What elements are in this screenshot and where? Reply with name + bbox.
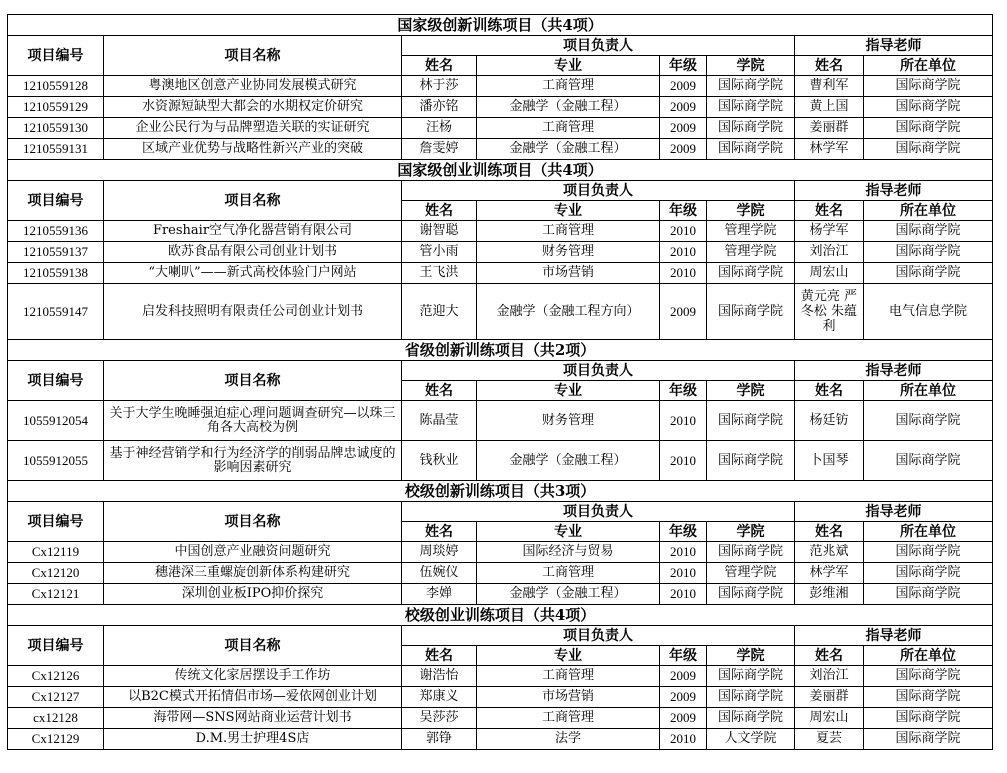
advisor-name: 杨廷钫 <box>795 401 864 441</box>
project-name: 企业公民行为与品牌塑造关联的实证研究 <box>104 118 402 139</box>
advisor-name: 黄上国 <box>795 97 864 118</box>
project-id: 1210559128 <box>8 76 104 97</box>
advisor-unit: 电气信息学院 <box>864 284 993 340</box>
leader-grade: 2010 <box>660 729 707 750</box>
leader-grade: 2009 <box>660 76 707 97</box>
advisor-name: 周宏山 <box>795 263 864 284</box>
table-row <box>8 76 993 97</box>
header-grade: 年级 <box>660 646 707 666</box>
leader-college: 管理学院 <box>707 221 795 242</box>
leader-name: 李婵 <box>402 584 477 605</box>
project-name: 关于大学生晚睡强迫症心理问题调查研究—以珠三角各大高校为例 <box>104 401 402 441</box>
advisor-unit: 国际商学院 <box>864 542 993 563</box>
leader-grade: 2010 <box>660 441 707 481</box>
advisor-unit: 国际商学院 <box>864 118 993 139</box>
project-id: Cx12121 <box>8 584 104 605</box>
advisor-name: 林学军 <box>795 139 864 160</box>
header-project-id: 项目编号 <box>8 626 104 666</box>
advisor-unit: 国际商学院 <box>864 563 993 584</box>
project-name: 海带网—SNS网站商业运营计划书 <box>104 708 402 729</box>
leader-college: 国际商学院 <box>707 666 795 687</box>
table-row <box>8 708 993 729</box>
table-row <box>8 139 993 160</box>
project-id: 1210559137 <box>8 242 104 263</box>
header-college: 学院 <box>707 381 795 401</box>
leader-major: 市场营销 <box>477 263 660 284</box>
advisor-unit: 国际商学院 <box>864 401 993 441</box>
leader-grade: 2010 <box>660 563 707 584</box>
leader-grade: 2009 <box>660 139 707 160</box>
advisor-name: 黄元亮 严冬松 朱蕴利 <box>795 284 864 340</box>
header-advisor: 指导老师 <box>795 361 993 381</box>
section-title-row <box>8 15 993 36</box>
advisor-name: 杨学军 <box>795 221 864 242</box>
section-title: 省级创新训练项目（共2项） <box>8 340 993 361</box>
leader-college: 国际商学院 <box>707 139 795 160</box>
leader-grade: 2009 <box>660 97 707 118</box>
advisor-name: 曹利军 <box>795 76 864 97</box>
header-advisor-name: 姓名 <box>795 646 864 666</box>
header-row <box>8 181 993 201</box>
leader-grade: 2010 <box>660 242 707 263</box>
project-name: 以B2C模式开拓情侣市场—爱依网创业计划 <box>104 687 402 708</box>
leader-college: 管理学院 <box>707 242 795 263</box>
leader-grade: 2009 <box>660 284 707 340</box>
leader-major: 市场营销 <box>477 687 660 708</box>
table-body <box>8 15 993 750</box>
section-title: 校级创业训练项目（共4项） <box>8 605 993 626</box>
advisor-unit: 国际商学院 <box>864 441 993 481</box>
project-id: 1210559129 <box>8 97 104 118</box>
leader-name: 谢智聪 <box>402 221 477 242</box>
header-advisor-name: 姓名 <box>795 522 864 542</box>
leader-major: 工商管理 <box>477 563 660 584</box>
leader-grade: 2010 <box>660 401 707 441</box>
leader-name: 管小雨 <box>402 242 477 263</box>
project-name: 区域产业优势与战略性新兴产业的突破 <box>104 139 402 160</box>
leader-name: 林于莎 <box>402 76 477 97</box>
header-grade: 年级 <box>660 201 707 221</box>
leader-grade: 2009 <box>660 708 707 729</box>
leader-major: 金融学（金融工程） <box>477 584 660 605</box>
advisor-name: 姜丽群 <box>795 118 864 139</box>
project-name: 水资源短缺型大都会的水期权定价研究 <box>104 97 402 118</box>
project-name: D.M.男士护理4S店 <box>104 729 402 750</box>
table-row <box>8 542 993 563</box>
leader-major: 财务管理 <box>477 242 660 263</box>
advisor-unit: 国际商学院 <box>864 729 993 750</box>
leader-name: 汪杨 <box>402 118 477 139</box>
leader-college: 国际商学院 <box>707 542 795 563</box>
section-title-row <box>8 340 993 361</box>
project-id: Cx12126 <box>8 666 104 687</box>
leader-college: 国际商学院 <box>707 118 795 139</box>
header-leader-name: 姓名 <box>402 381 477 401</box>
leader-college: 国际商学院 <box>707 284 795 340</box>
leader-major: 财务管理 <box>477 401 660 441</box>
leader-college: 人文学院 <box>707 729 795 750</box>
table-row <box>8 97 993 118</box>
advisor-unit: 国际商学院 <box>864 666 993 687</box>
leader-major: 金融学（金融工程方向） <box>477 284 660 340</box>
header-college: 学院 <box>707 522 795 542</box>
project-name: 穗港深三重螺旋创新体系构建研究 <box>104 563 402 584</box>
project-id: 1055912054 <box>8 401 104 441</box>
advisor-unit: 国际商学院 <box>864 221 993 242</box>
advisor-name: 刘治江 <box>795 242 864 263</box>
header-advisor: 指导老师 <box>795 626 993 646</box>
leader-grade: 2010 <box>660 584 707 605</box>
header-project-id: 项目编号 <box>8 502 104 542</box>
header-advisor: 指导老师 <box>795 502 993 522</box>
header-major: 专业 <box>477 381 660 401</box>
project-name: “大喇叭”——新式高校体验门户网站 <box>104 263 402 284</box>
leader-major: 法学 <box>477 729 660 750</box>
advisor-name: 范兆斌 <box>795 542 864 563</box>
header-row <box>8 626 993 646</box>
table-row <box>8 263 993 284</box>
advisor-unit: 国际商学院 <box>864 708 993 729</box>
leader-name: 郭铮 <box>402 729 477 750</box>
header-project-leader: 项目负责人 <box>402 626 795 646</box>
header-unit: 所在单位 <box>864 522 993 542</box>
header-unit: 所在单位 <box>864 56 993 76</box>
header-leader-name: 姓名 <box>402 56 477 76</box>
table-row <box>8 584 993 605</box>
header-unit: 所在单位 <box>864 201 993 221</box>
header-project-name: 项目名称 <box>104 181 402 221</box>
header-leader-name: 姓名 <box>402 201 477 221</box>
header-unit: 所在单位 <box>864 381 993 401</box>
leader-grade: 2010 <box>660 542 707 563</box>
leader-major: 工商管理 <box>477 708 660 729</box>
project-id: 1210559131 <box>8 139 104 160</box>
advisor-name: 夏芸 <box>795 729 864 750</box>
table-row <box>8 687 993 708</box>
header-project-name: 项目名称 <box>104 361 402 401</box>
header-college: 学院 <box>707 646 795 666</box>
header-college: 学院 <box>707 201 795 221</box>
leader-name: 王飞洪 <box>402 263 477 284</box>
advisor-unit: 国际商学院 <box>864 584 993 605</box>
header-advisor-name: 姓名 <box>795 201 864 221</box>
leader-college: 国际商学院 <box>707 687 795 708</box>
leader-major: 金融学（金融工程） <box>477 441 660 481</box>
section-title-row <box>8 160 993 181</box>
header-advisor: 指导老师 <box>795 36 993 56</box>
project-id: Cx12120 <box>8 563 104 584</box>
leader-name: 谢浩怡 <box>402 666 477 687</box>
leader-name: 潘亦铭 <box>402 97 477 118</box>
table-row <box>8 284 993 340</box>
leader-major: 金融学（金融工程） <box>477 139 660 160</box>
header-major: 专业 <box>477 646 660 666</box>
advisor-name: 刘治江 <box>795 666 864 687</box>
project-name: 启发科技照明有限责任公司创业计划书 <box>104 284 402 340</box>
leader-grade: 2010 <box>660 263 707 284</box>
advisor-name: 周宏山 <box>795 708 864 729</box>
header-project-leader: 项目负责人 <box>402 502 795 522</box>
header-leader-name: 姓名 <box>402 646 477 666</box>
project-name: 基于神经营销学和行为经济学的削弱品牌忠诚度的影响因素研究 <box>104 441 402 481</box>
leader-major: 工商管理 <box>477 118 660 139</box>
leader-major: 工商管理 <box>477 76 660 97</box>
project-name: Freshair空气净化器营销有限公司 <box>104 221 402 242</box>
advisor-name: 卜国琴 <box>795 441 864 481</box>
project-id: 1210559136 <box>8 221 104 242</box>
leader-name: 詹雯婷 <box>402 139 477 160</box>
table-row <box>8 118 993 139</box>
advisor-unit: 国际商学院 <box>864 263 993 284</box>
leader-major: 国际经济与贸易 <box>477 542 660 563</box>
leader-college: 国际商学院 <box>707 263 795 284</box>
project-name: 中国创意产业融资问题研究 <box>104 542 402 563</box>
leader-college: 国际商学院 <box>707 97 795 118</box>
table-row <box>8 221 993 242</box>
section-title-row <box>8 481 993 502</box>
section-title: 国家级创新训练项目（共4项） <box>8 15 993 36</box>
advisor-name: 姜丽群 <box>795 687 864 708</box>
leader-college: 国际商学院 <box>707 401 795 441</box>
advisor-unit: 国际商学院 <box>864 97 993 118</box>
table-row <box>8 242 993 263</box>
header-project-id: 项目编号 <box>8 36 104 76</box>
advisor-name: 林学军 <box>795 563 864 584</box>
header-major: 专业 <box>477 522 660 542</box>
header-project-id: 项目编号 <box>8 361 104 401</box>
leader-college: 国际商学院 <box>707 708 795 729</box>
leader-major: 金融学（金融工程） <box>477 97 660 118</box>
header-leader-name: 姓名 <box>402 522 477 542</box>
header-grade: 年级 <box>660 522 707 542</box>
header-row <box>8 361 993 381</box>
header-project-leader: 项目负责人 <box>402 181 795 201</box>
header-project-id: 项目编号 <box>8 181 104 221</box>
header-grade: 年级 <box>660 381 707 401</box>
leader-major: 工商管理 <box>477 666 660 687</box>
header-project-name: 项目名称 <box>104 626 402 666</box>
leader-major: 工商管理 <box>477 221 660 242</box>
leader-name: 伍婉仪 <box>402 563 477 584</box>
table-row <box>8 401 993 441</box>
leader-college: 管理学院 <box>707 563 795 584</box>
leader-name: 钱秋业 <box>402 441 477 481</box>
advisor-unit: 国际商学院 <box>864 76 993 97</box>
leader-name: 范迎大 <box>402 284 477 340</box>
project-name: 欧苏食品有限公司创业计划书 <box>104 242 402 263</box>
header-major: 专业 <box>477 201 660 221</box>
section-title-row <box>8 605 993 626</box>
leader-college: 国际商学院 <box>707 584 795 605</box>
leader-grade: 2009 <box>660 118 707 139</box>
leader-name: 郑康义 <box>402 687 477 708</box>
project-id: 1210559138 <box>8 263 104 284</box>
section-title: 国家级创业训练项目（共4项） <box>8 160 993 181</box>
leader-name: 吴莎莎 <box>402 708 477 729</box>
section-title: 校级创新训练项目（共3项） <box>8 481 993 502</box>
table-row <box>8 563 993 584</box>
header-grade: 年级 <box>660 56 707 76</box>
project-id: Cx12129 <box>8 729 104 750</box>
leader-college: 国际商学院 <box>707 76 795 97</box>
header-college: 学院 <box>707 56 795 76</box>
header-project-name: 项目名称 <box>104 502 402 542</box>
project-id: 1055912055 <box>8 441 104 481</box>
advisor-unit: 国际商学院 <box>864 687 993 708</box>
header-advisor: 指导老师 <box>795 181 993 201</box>
header-advisor-name: 姓名 <box>795 381 864 401</box>
leader-name: 陈晶莹 <box>402 401 477 441</box>
table-row <box>8 666 993 687</box>
header-project-leader: 项目负责人 <box>402 36 795 56</box>
leader-name: 周琰婷 <box>402 542 477 563</box>
project-table <box>7 14 993 750</box>
project-id: Cx12127 <box>8 687 104 708</box>
leader-college: 国际商学院 <box>707 441 795 481</box>
header-major: 专业 <box>477 56 660 76</box>
header-unit: 所在单位 <box>864 646 993 666</box>
advisor-unit: 国际商学院 <box>864 139 993 160</box>
header-advisor-name: 姓名 <box>795 56 864 76</box>
advisor-name: 彭维湘 <box>795 584 864 605</box>
leader-grade: 2009 <box>660 687 707 708</box>
table-row <box>8 441 993 481</box>
project-name: 传统文化家居摆设手工作坊 <box>104 666 402 687</box>
project-name: 深圳创业板IPO抑价探究 <box>104 584 402 605</box>
leader-grade: 2010 <box>660 221 707 242</box>
project-id: 1210559147 <box>8 284 104 340</box>
project-name: 粤澳地区创意产业协同发展模式研究 <box>104 76 402 97</box>
leader-grade: 2009 <box>660 666 707 687</box>
header-project-leader: 项目负责人 <box>402 361 795 381</box>
header-row <box>8 502 993 522</box>
header-project-name: 项目名称 <box>104 36 402 76</box>
header-row <box>8 36 993 56</box>
table-row <box>8 729 993 750</box>
project-id: Cx12119 <box>8 542 104 563</box>
project-id: 1210559130 <box>8 118 104 139</box>
project-id: cx12128 <box>8 708 104 729</box>
advisor-unit: 国际商学院 <box>864 242 993 263</box>
